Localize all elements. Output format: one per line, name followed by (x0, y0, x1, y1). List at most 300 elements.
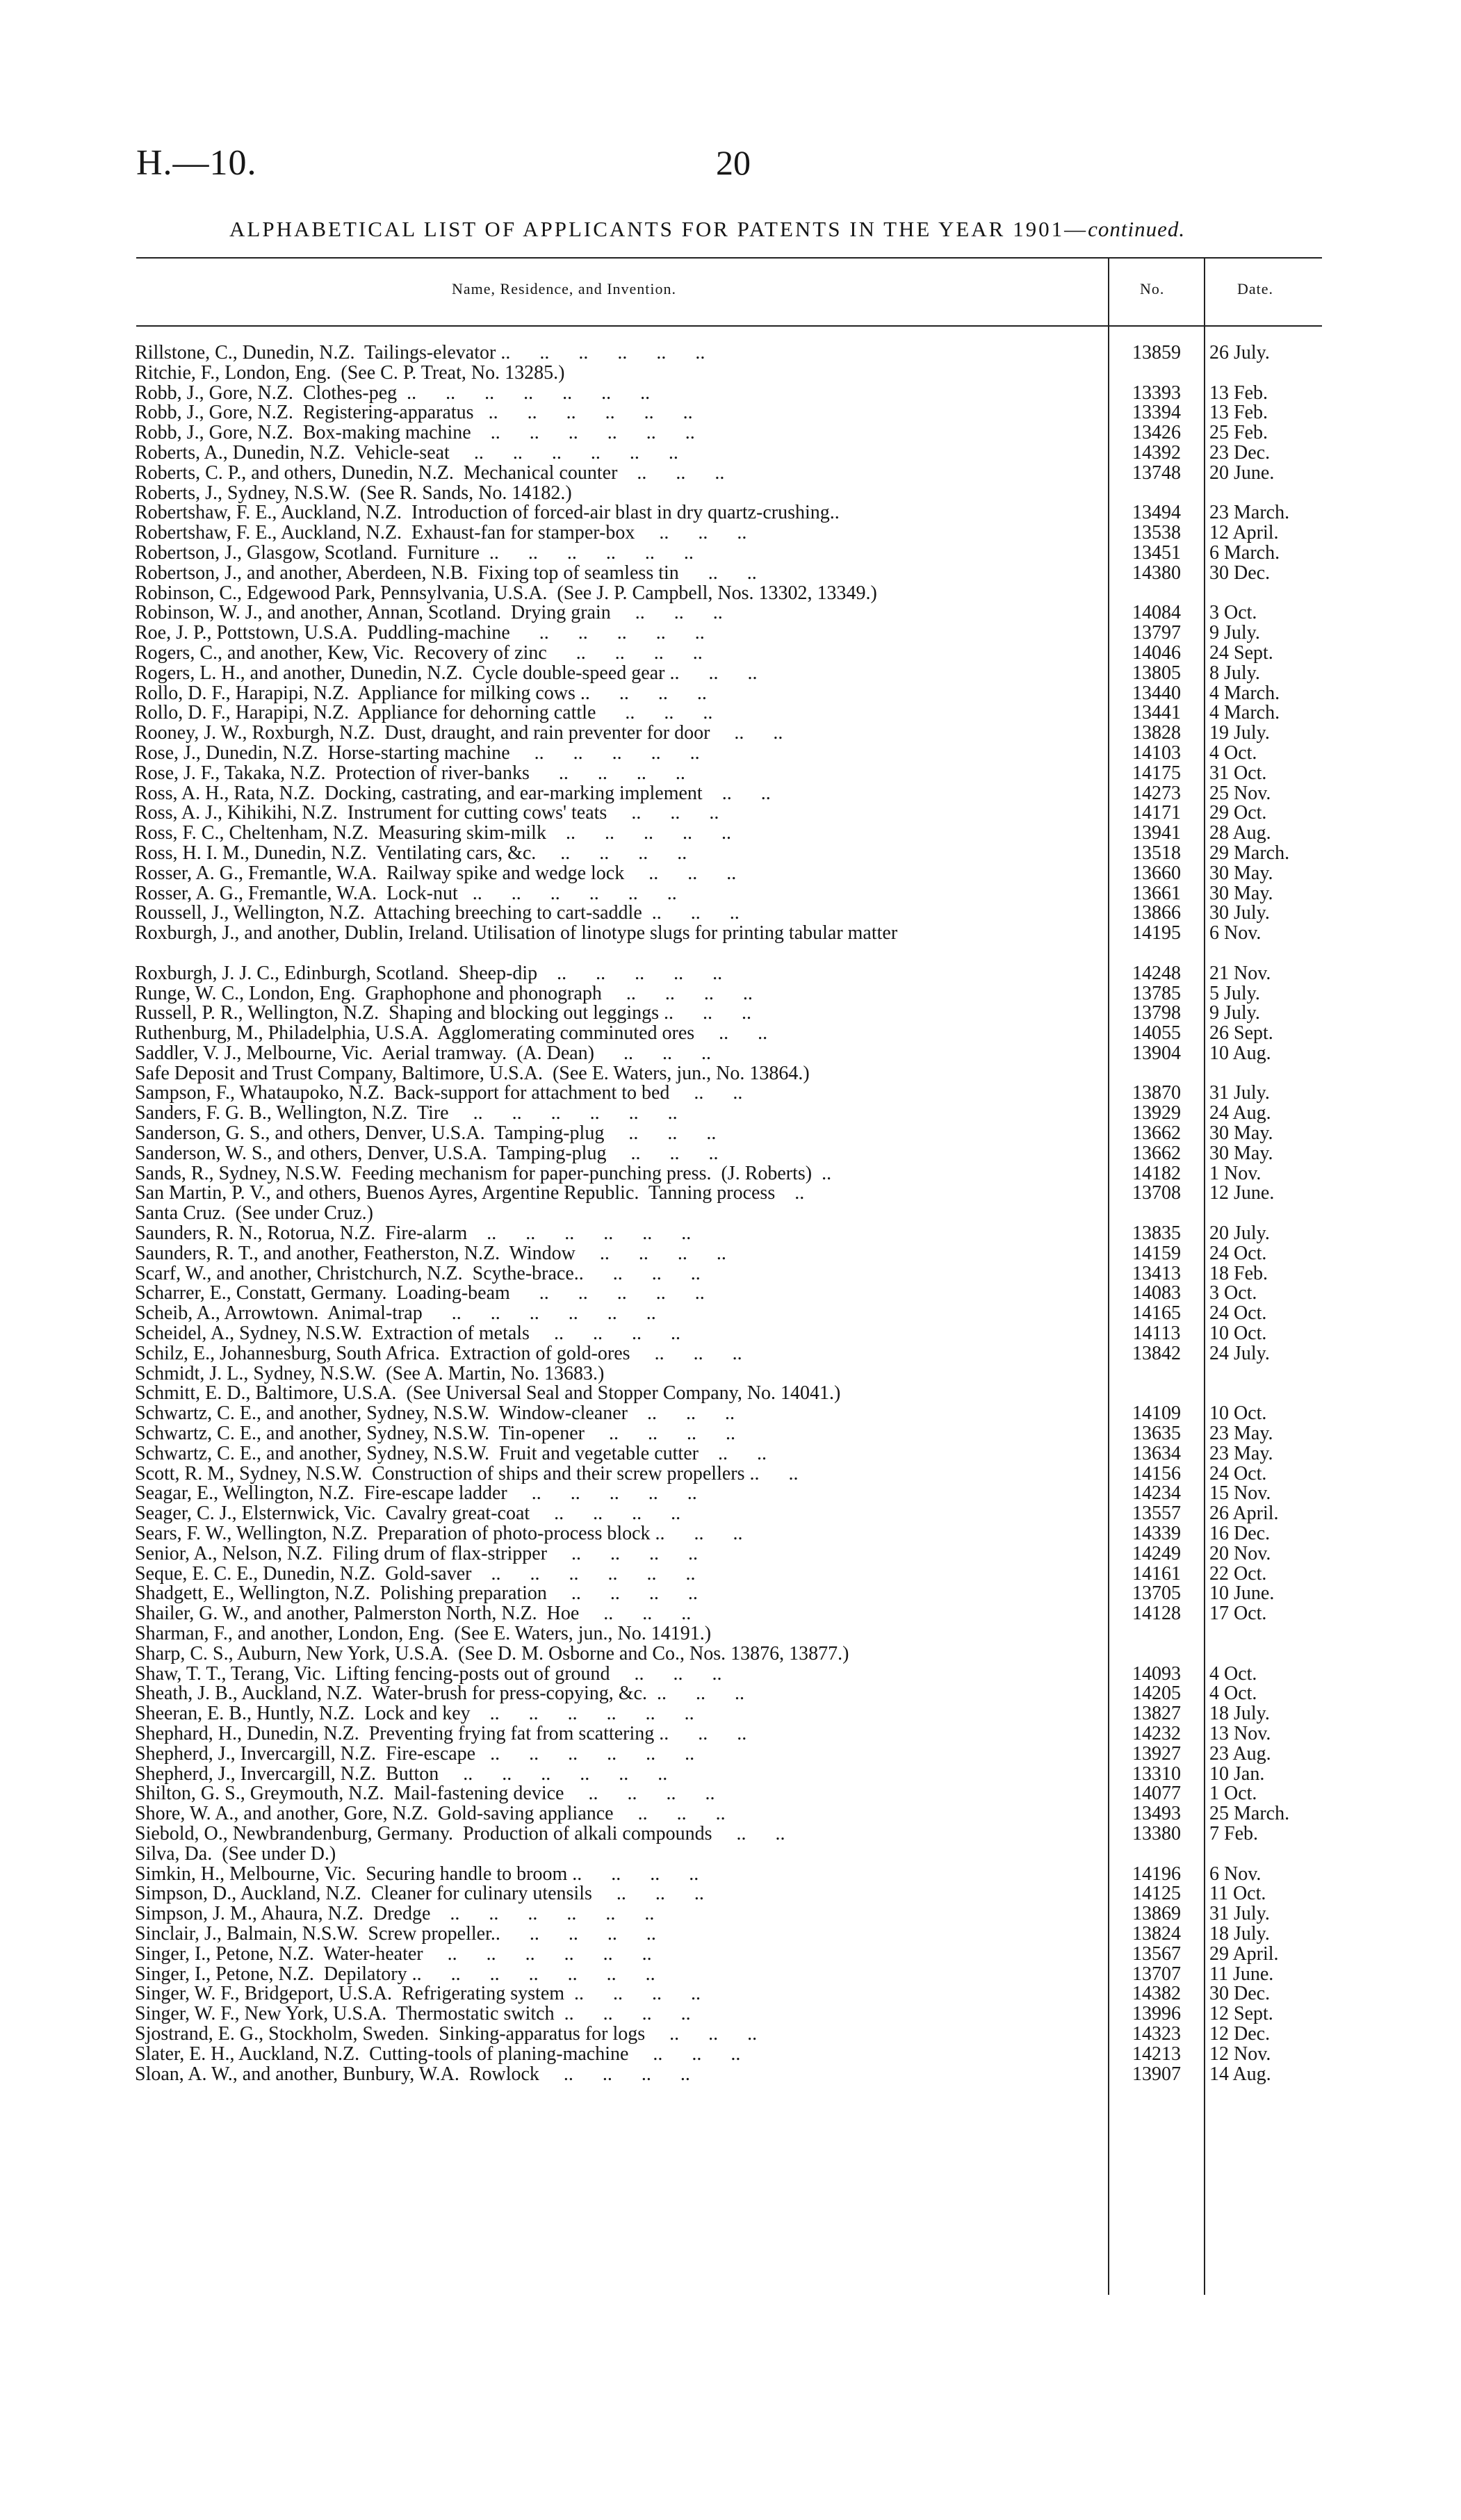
table-row (135, 1904, 1316, 1924)
patent-number: 13785 (1132, 982, 1181, 1004)
application-date: 16 Dec. (1209, 1523, 1271, 1545)
application-date: 4 Oct. (1209, 742, 1257, 764)
table-row (135, 523, 1316, 543)
patent-number: 14248 (1132, 962, 1181, 984)
application-date: 30 May. (1209, 862, 1273, 884)
entry-text: Sharman, F., and another, London, Eng. (See E. Waters, jun., No. 14191.) (135, 1624, 712, 1644)
table-row (135, 461, 1316, 484)
application-date: 30 May. (1209, 1142, 1273, 1164)
entry-text: Shailer, G. W., and another, Palmerston North, N.Z. Hoe .. .. .. (135, 1604, 692, 1624)
entry-text: Seque, E. C. E., Dunedin, N.Z. Gold-saver .. .. .. .. .. .. (135, 1564, 696, 1585)
entry-text: Rogers, C., and another, Kew, Vic. Recovery of zinc .. .. .. .. (135, 643, 703, 664)
table-row (135, 684, 1316, 704)
table-row (135, 1584, 1316, 1604)
patent-number: 14113 (1132, 1323, 1181, 1345)
application-date: 20 July. (1209, 1222, 1270, 1245)
entry-text: Robertson, J., Glasgow, Scotland. Furniture .. .. .. .. .. .. (135, 543, 694, 564)
patent-number: 13904 (1132, 1042, 1181, 1064)
patent-number: 14125 (1132, 1883, 1181, 1905)
entry-text: Scheidel, A., Sydney, N.S.W. Extraction of metals .. .. .. .. (135, 1324, 680, 1344)
application-date: 25 Feb. (1209, 422, 1268, 444)
application-date: 4 March. (1209, 702, 1280, 724)
application-date: 17 Oct. (1209, 1603, 1267, 1625)
table-row (135, 1344, 1316, 1364)
entry-text: Schwartz, C. E., and another, Sydney, N.S.W. Tin-opener .. .. .. .. (135, 1424, 735, 1444)
patent-number: 13538 (1132, 522, 1181, 544)
table-row (135, 1004, 1316, 1024)
entry-text: Rollo, D. F., Harapipi, N.Z. Appliance for dehorning cattle .. .. .. (135, 703, 713, 724)
application-date: 24 Oct. (1209, 1302, 1267, 1325)
table-row (135, 484, 1316, 504)
table-top-rule (136, 257, 1322, 259)
table-row (135, 363, 1316, 384)
patent-number: 13707 (1132, 1963, 1181, 1985)
table-row (135, 564, 1316, 584)
table-row (135, 1284, 1316, 1304)
entry-text: Ruthenburg, M., Philadelphia, U.S.A. Agglomerating comminuted ores .. .. (135, 1024, 768, 1044)
table-row (135, 1824, 1316, 1844)
patent-number: 13824 (1132, 1922, 1181, 1945)
table-row (135, 2004, 1316, 2024)
entry-text: Rose, J., Dunedin, N.Z. Horse-starting machine .. .. .. .. .. (135, 743, 700, 764)
application-date: 18 July. (1209, 1922, 1270, 1945)
entry-text: Singer, W. F., New York, U.S.A. Thermostatic switch .. .. .. .. (135, 2004, 691, 2024)
table-row (135, 1024, 1316, 1044)
application-date: 8 July. (1209, 662, 1260, 684)
table-row (135, 884, 1316, 904)
table-row (135, 1144, 1316, 1164)
table-row (135, 723, 1316, 744)
patent-number: 13929 (1132, 1102, 1181, 1124)
patent-number: 14103 (1132, 742, 1181, 764)
application-date: 23 Aug. (1209, 1742, 1271, 1765)
application-date: 30 May. (1209, 1122, 1273, 1145)
table-row (135, 1404, 1316, 1424)
entry-text: Sjostrand, E. G., Stockholm, Sweden. Sinking-apparatus for logs .. .. .. (135, 2024, 758, 2045)
table-row (135, 1384, 1316, 1404)
entry-text: Sheeran, E. B., Huntly, N.Z. Lock and key .. .. .. .. .. .. (135, 1704, 694, 1724)
application-date: 24 Oct. (1209, 1242, 1267, 1264)
application-date: 28 Aug. (1209, 822, 1271, 844)
patent-number: 14392 (1132, 441, 1181, 464)
patent-number: 14109 (1132, 1402, 1181, 1425)
table-header-rule (136, 325, 1322, 327)
patent-number: 14196 (1132, 1863, 1181, 1885)
table-row (135, 623, 1316, 644)
table-row (135, 984, 1316, 1004)
table-row (135, 1044, 1316, 1064)
entry-text: Shaw, T. T., Terang, Vic. Lifting fencing-posts out of ground .. .. .. (135, 1664, 722, 1685)
entry-text: Scharrer, E., Constatt, Germany. Loading-beam .. .. .. .. .. (135, 1284, 705, 1304)
entry-text: Singer, W. F., Bridgeport, U.S.A. Refrigerating system .. .. .. .. (135, 1984, 701, 2005)
applicant-list (135, 343, 1316, 2084)
entry-text: Robertshaw, F. E., Auckland, N.Z. Introduction of forced-air blast in dry quartz-crushing.. (135, 503, 840, 524)
patent-number: 13996 (1132, 2003, 1181, 2025)
application-date: 30 July. (1209, 902, 1270, 924)
table-row (135, 603, 1316, 623)
application-date: 24 Aug. (1209, 1102, 1271, 1124)
application-date: 20 Nov. (1209, 1542, 1271, 1564)
entry-text: Scarf, W., and another, Christchurch, N.Z. Scythe-brace.. .. .. .. (135, 1263, 701, 1284)
patent-number: 13493 (1132, 1803, 1181, 1825)
application-date: 11 Oct. (1209, 1883, 1266, 1905)
patent-number: 13805 (1132, 662, 1181, 684)
patent-number: 13660 (1132, 862, 1181, 884)
table-row (135, 1444, 1316, 1464)
entry-text: Sands, R., Sydney, N.S.W. Feeding mechanism for paper-punching press. (J. Roberts) .. (135, 1163, 832, 1184)
entry-text: Sanderson, W. S., and others, Denver, U.S.A. Tamping-plug .. .. .. (135, 1143, 719, 1164)
application-date: 10 Oct. (1209, 1402, 1267, 1425)
table-row (135, 584, 1316, 604)
application-date: 25 March. (1209, 1803, 1290, 1825)
entry-text: Seagar, E., Wellington, N.Z. Fire-escape ladder .. .. .. .. .. (135, 1484, 697, 1505)
table-row (135, 1264, 1316, 1284)
application-date: 12 Nov. (1209, 2043, 1271, 2065)
patent-number: 14046 (1132, 641, 1181, 664)
table-row (135, 924, 1316, 964)
table-row (135, 641, 1316, 664)
patent-number: 13567 (1132, 1942, 1181, 1965)
entry-text: San Martin, P. V., and others, Buenos Ayres, Argentine Republic. Tanning process .. (135, 1184, 805, 1204)
patent-number: 14234 (1132, 1482, 1181, 1505)
entry-text: Robertson, J., and another, Aberdeen, N.B. Fixing top of seamless tin .. .. (135, 563, 757, 584)
column-header-name: Name, Residence, and Invention. (452, 280, 677, 297)
entry-text: Sheath, J. B., Auckland, N.Z. Water-brush for press-copying, &c. .. .. .. (135, 1684, 744, 1705)
entry-text: Saunders, R. T., and another, Featherston, N.Z. Window .. .. .. .. (135, 1243, 726, 1264)
application-date: 9 July. (1209, 1002, 1260, 1024)
application-date: 13 Feb. (1209, 402, 1268, 424)
entry-text: Roxburgh, J. J. C., Edinburgh, Scotland. Sheep-dip .. .. .. .. .. (135, 963, 723, 984)
patent-number: 13748 (1132, 461, 1181, 484)
table-row (135, 384, 1316, 404)
table-row (135, 2045, 1316, 2065)
entry-text: Shilton, G. S., Greymouth, N.Z. Mail-fastening device .. .. .. .. (135, 1784, 715, 1805)
application-date: 31 Oct. (1209, 762, 1267, 784)
patent-number: 13393 (1132, 382, 1181, 404)
entry-text: Simkin, H., Melbourne, Vic. Securing handle to broom .. .. .. .. (135, 1864, 699, 1885)
table-row (135, 1804, 1316, 1824)
patent-number: 14128 (1132, 1603, 1181, 1625)
application-date: 7 Feb. (1209, 1822, 1258, 1844)
table-row (135, 1364, 1316, 1384)
table-row (135, 744, 1316, 764)
table-row (135, 1664, 1316, 1685)
patent-number: 14232 (1132, 1722, 1181, 1744)
entry-text: Rooney, J. W., Roxburgh, N.Z. Dust, draught, and rain preventer for door .. .. (135, 723, 783, 744)
application-date: 10 Oct. (1209, 1323, 1267, 1345)
entry-text: Sharp, C. S., Auburn, New York, U.S.A. (See D. M. Osborne and Co., Nos. 13876, 13877.) (135, 1644, 849, 1664)
table-row (135, 1984, 1316, 2004)
table-row (135, 1865, 1316, 1885)
application-date: 13 Feb. (1209, 382, 1268, 404)
title-text: ALPHABETICAL LIST OF APPLICANTS FOR PATENTS IN THE YEAR 1901— (229, 217, 1088, 241)
application-date: 11 June. (1209, 1963, 1274, 1985)
entry-text: Senior, A., Nelson, N.Z. Filing drum of flax-stripper .. .. .. .. (135, 1544, 699, 1564)
table-row (135, 1564, 1316, 1585)
entry-text: Slater, E. H., Auckland, N.Z. Cutting-tools of planing-machine .. .. .. (135, 2044, 741, 2065)
table-row (135, 1524, 1316, 1544)
entry-text: Saunders, R. N., Rotorua, N.Z. Fire-alarm .. .. .. .. .. .. (135, 1224, 692, 1244)
patent-number: 14195 (1132, 922, 1181, 944)
patent-number: 14083 (1132, 1282, 1181, 1304)
table-row (135, 343, 1316, 363)
table-row (135, 423, 1316, 443)
patent-number: 13866 (1132, 902, 1181, 924)
entry-text: Ross, F. C., Cheltenham, N.Z. Measuring skim-milk .. .. .. .. .. (135, 824, 731, 844)
entry-text: Safe Deposit and Trust Company, Baltimore, U.S.A. (See E. Waters, jun., No. 13864.) (135, 1063, 810, 1084)
patent-number: 13451 (1132, 541, 1181, 564)
entry-text: Schwartz, C. E., and another, Sydney, N.S.W. Window-cleaner .. .. .. (135, 1404, 735, 1425)
application-date: 24 Oct. (1209, 1462, 1267, 1484)
entry-text: Scott, R. M., Sydney, N.S.W. Construction of ships and their screw propellers .. .. (135, 1464, 799, 1484)
application-date: 1 Nov. (1209, 1162, 1262, 1184)
table-row (135, 1464, 1316, 1484)
application-date: 10 June. (1209, 1582, 1275, 1605)
patent-number: 13708 (1132, 1182, 1181, 1204)
patent-number: 13413 (1132, 1262, 1181, 1284)
application-date: 12 April. (1209, 522, 1279, 544)
entry-text: Simpson, J. M., Ahaura, N.Z. Dredge .. .. .. .. .. .. (135, 1904, 655, 1924)
application-date: 9 July. (1209, 622, 1260, 644)
patent-number: 13870 (1132, 1082, 1181, 1104)
entry-text: Roberts, A., Dunedin, N.Z. Vehicle-seat .. .. .. .. .. .. (135, 443, 678, 464)
patent-number: 14382 (1132, 1983, 1181, 2005)
table-row (135, 1424, 1316, 1444)
patent-number: 13927 (1132, 1742, 1181, 1765)
table-row (135, 703, 1316, 723)
patent-number: 13941 (1132, 822, 1181, 844)
entry-text: Schmitt, E. D., Baltimore, U.S.A. (See Universal Seal and Stopper Company, No. 14041.) (135, 1384, 841, 1405)
application-date: 26 April. (1209, 1503, 1279, 1525)
table-row (135, 764, 1316, 784)
entry-text: Sears, F. W., Wellington, N.Z. Preparation of photo-process block .. .. .. (135, 1524, 743, 1544)
table-row (135, 1504, 1316, 1524)
application-date: 15 Nov. (1209, 1482, 1271, 1505)
application-date: 18 July. (1209, 1703, 1270, 1725)
table-row (135, 443, 1316, 464)
application-date: 31 July. (1209, 1903, 1270, 1925)
entry-text: Robb, J., Gore, N.Z. Box-making machine .. .. .. .. .. .. (135, 423, 695, 443)
patent-number: 13828 (1132, 722, 1181, 744)
entry-text: Robb, J., Gore, N.Z. Clothes-peg .. .. .. .. .. .. .. (135, 383, 651, 404)
patent-number: 14182 (1132, 1162, 1181, 1184)
patent-number: 14175 (1132, 762, 1181, 784)
entry-text: Shepherd, J., Invercargill, N.Z. Fire-escape .. .. .. .. .. .. (135, 1744, 695, 1765)
application-date: 6 Nov. (1209, 922, 1262, 944)
entry-text: Rosser, A. G., Fremantle, W.A. Lock-nut .. .. .. .. .. .. (135, 883, 677, 904)
table-row (135, 1844, 1316, 1865)
table-row (135, 844, 1316, 864)
table-row (135, 503, 1316, 523)
entry-text: Ross, H. I. M., Dunedin, N.Z. Ventilating cars, &c. .. .. .. .. (135, 843, 687, 864)
application-date: 13 Nov. (1209, 1722, 1271, 1744)
patent-number: 13907 (1132, 2063, 1181, 2085)
table-row (135, 803, 1316, 824)
table-row (135, 903, 1316, 924)
patent-number: 14165 (1132, 1302, 1181, 1325)
entry-text: Seager, C. J., Elsternwick, Vic. Cavalry great-coat .. .. .. .. (135, 1504, 681, 1525)
table-row (135, 1684, 1316, 1704)
entry-text: Roxburgh, J., and another, Dublin, Ireland. Utilisation of linotype slugs for printing tabular matter (135, 924, 898, 944)
entry-text: Singer, I., Petone, N.Z. Depilatory .. .. .. .. .. .. .. (135, 1964, 655, 1985)
entry-text: Rose, J. F., Takaka, N.Z. Protection of river-banks .. .. .. .. (135, 763, 685, 784)
table-row (135, 1064, 1316, 1084)
entry-text: Schwartz, C. E., and another, Sydney, N.S.W. Fruit and vegetable cutter .. .. (135, 1443, 767, 1464)
application-date: 12 Sept. (1209, 2003, 1273, 2025)
patent-number: 14084 (1132, 602, 1181, 624)
application-date: 23 March. (1209, 502, 1290, 524)
patent-number: 13662 (1132, 1122, 1181, 1145)
application-date: 26 Sept. (1209, 1022, 1273, 1045)
application-date: 23 Dec. (1209, 441, 1271, 464)
table-row (135, 1704, 1316, 1724)
entry-text: Shore, W. A., and another, Gore, N.Z. Gold-saving appliance .. .. .. (135, 1804, 726, 1824)
entry-text: Rollo, D. F., Harapipi, N.Z. Appliance for milking cows .. .. .. .. (135, 683, 707, 704)
table-row (135, 1744, 1316, 1765)
entry-text: Rogers, L. H., and another, Dunedin, N.Z. Cycle double-speed gear .. .. .. (135, 663, 758, 684)
application-date: 1 Oct. (1209, 1783, 1257, 1805)
entry-text: Roussell, J., Wellington, N.Z. Attaching breeching to cart-saddle .. .. .. (135, 903, 740, 924)
title-continued: continued. (1088, 217, 1186, 241)
application-date: 18 Feb. (1209, 1262, 1268, 1284)
table-row (135, 543, 1316, 564)
entry-text: Schmidt, J. L., Sydney, N.S.W. (See A. Martin, No. 13683.) (135, 1364, 605, 1384)
application-date: 3 Oct. (1209, 602, 1257, 624)
entry-text: Roberts, J., Sydney, N.S.W. (See R. Sands, No. 14182.) (135, 483, 572, 504)
table-row (135, 1244, 1316, 1264)
patent-number: 14273 (1132, 782, 1181, 804)
table-row (135, 1184, 1316, 1204)
patent-number: 14213 (1132, 2043, 1181, 2065)
entry-text: Scheib, A., Arrowtown. Animal-trap .. .. .. .. .. .. (135, 1304, 656, 1325)
table-row (135, 864, 1316, 884)
application-date: 29 Oct. (1209, 802, 1267, 824)
patent-number: 13798 (1132, 1002, 1181, 1024)
table-row (135, 403, 1316, 423)
application-date: 29 March. (1209, 842, 1290, 864)
application-date: 23 May. (1209, 1442, 1273, 1464)
entry-text: Runge, W. C., London, Eng. Graphophone and phonograph .. .. .. .. (135, 983, 753, 1004)
entry-text: Silva, Da. (See under D.) (135, 1844, 336, 1865)
table-row (135, 664, 1316, 684)
application-date: 22 Oct. (1209, 1562, 1267, 1585)
patent-number: 13394 (1132, 402, 1181, 424)
application-date: 30 Dec. (1209, 562, 1271, 584)
application-date: 10 Jan. (1209, 1762, 1265, 1785)
table-row (135, 1924, 1316, 1945)
patent-number: 13661 (1132, 882, 1181, 904)
entry-text: Sanderson, G. S., and others, Denver, U.S.A. Tamping-plug .. .. .. (135, 1124, 717, 1144)
patent-number: 14205 (1132, 1683, 1181, 1705)
entry-text: Shepherd, J., Invercargill, N.Z. Button .. .. .. .. .. .. (135, 1764, 668, 1785)
application-date: 24 July. (1209, 1342, 1270, 1364)
patent-number: 13635 (1132, 1423, 1181, 1445)
patent-number: 13869 (1132, 1903, 1181, 1925)
patent-number: 13827 (1132, 1703, 1181, 1725)
patent-number: 13797 (1132, 622, 1181, 644)
entry-text: Shadgett, E., Wellington, N.Z. Polishing preparation .. .. .. .. (135, 1584, 698, 1605)
application-date: 25 Nov. (1209, 782, 1271, 804)
patent-number: 13310 (1132, 1762, 1181, 1785)
application-date: 10 Aug. (1209, 1042, 1271, 1064)
column-header-no: No. (1140, 280, 1165, 297)
entry-text: Ross, A. J., Kihikihi, N.Z. Instrument for cutting cows' teats .. .. .. (135, 803, 719, 824)
entry-text: Sinclair, J., Balmain, N.S.W. Screw propeller.. .. .. .. .. (135, 1924, 656, 1945)
application-date: 20 June. (1209, 461, 1275, 484)
patent-number: 13441 (1132, 702, 1181, 724)
application-date: 4 Oct. (1209, 1662, 1257, 1685)
page-number: 20 (716, 143, 751, 182)
table-row (135, 784, 1316, 804)
table-row (135, 1204, 1316, 1224)
table-row (135, 1164, 1316, 1184)
entry-text: Ritchie, F., London, Eng. (See C. P. Treat, No. 13285.) (135, 363, 565, 384)
application-date: 12 Dec. (1209, 2022, 1271, 2045)
patent-number: 14171 (1132, 802, 1181, 824)
patent-number: 14249 (1132, 1542, 1181, 1564)
entry-text: Robb, J., Gore, N.Z. Registering-apparatus .. .. .. .. .. .. (135, 403, 693, 424)
application-date: 4 March. (1209, 682, 1280, 704)
application-date: 29 April. (1209, 1942, 1279, 1965)
table-row (135, 2024, 1316, 2045)
table-row (135, 1544, 1316, 1564)
patent-number: 13662 (1132, 1142, 1181, 1164)
patent-number: 14077 (1132, 1783, 1181, 1805)
patent-number: 14055 (1132, 1022, 1181, 1045)
patent-number: 13557 (1132, 1503, 1181, 1525)
entry-text: Robertshaw, F. E., Auckland, N.Z. Exhaust-fan for stamper-box .. .. .. (135, 523, 747, 543)
entry-text: Shephard, H., Dunedin, N.Z. Preventing frying fat from scattering .. .. .. (135, 1724, 747, 1744)
entry-text: Sanders, F. G. B., Wellington, N.Z. Tire .. .. .. .. .. .. (135, 1104, 678, 1124)
patent-number: 13440 (1132, 682, 1181, 704)
entry-text: Singer, I., Petone, N.Z. Water-heater .. .. .. .. .. .. (135, 1944, 652, 1965)
entry-text: Santa Cruz. (See under Cruz.) (135, 1204, 373, 1225)
patent-number: 13835 (1132, 1222, 1181, 1245)
patent-number: 13859 (1132, 342, 1181, 363)
application-date: 23 May. (1209, 1423, 1273, 1445)
patent-number: 14161 (1132, 1562, 1181, 1585)
entry-text: Siebold, O., Newbrandenburg, Germany. Production of alkali compounds .. .. (135, 1824, 785, 1844)
entry-text: Sampson, F., Whataupoko, N.Z. Back-support for attachment to bed .. .. (135, 1083, 743, 1104)
application-date: 4 Oct. (1209, 1683, 1257, 1705)
patent-number: 13426 (1132, 422, 1181, 444)
patent-number: 13380 (1132, 1822, 1181, 1844)
entry-text: Roe, J. P., Pottstown, U.S.A. Puddling-machine .. .. .. .. .. (135, 623, 705, 644)
table-row (135, 1224, 1316, 1244)
entry-text: Simpson, D., Auckland, N.Z. Cleaner for culinary utensils .. .. .. (135, 1884, 704, 1905)
application-date: 30 Dec. (1209, 1983, 1271, 2005)
entry-text: Robinson, C., Edgewood Park, Pennsylvania, U.S.A. (See J. P. Campbell, Nos. 13302, 13349.) (135, 583, 877, 604)
application-date: 31 July. (1209, 1082, 1270, 1104)
application-date: 30 May. (1209, 882, 1273, 904)
patent-number: 13494 (1132, 502, 1181, 524)
table-row (135, 1965, 1316, 1985)
table-row (135, 1304, 1316, 1324)
table-row (135, 1624, 1316, 1644)
patent-number: 13705 (1132, 1582, 1181, 1605)
patent-number: 13634 (1132, 1442, 1181, 1464)
table-row (135, 1884, 1316, 1904)
application-date: 5 July. (1209, 982, 1260, 1004)
patent-number: 14159 (1132, 1242, 1181, 1264)
application-date: 19 July. (1209, 722, 1270, 744)
patent-number: 14380 (1132, 562, 1181, 584)
application-date: 12 June. (1209, 1182, 1275, 1204)
table-row (135, 1942, 1316, 1965)
entry-text: Ross, A. H., Rata, N.Z. Docking, castrating, and ear-marking implement .. .. (135, 783, 771, 804)
patent-number: 14323 (1132, 2022, 1181, 2045)
entry-text: Saddler, V. J., Melbourne, Vic. Aerial tramway. (A. Dean) .. .. .. (135, 1043, 712, 1064)
